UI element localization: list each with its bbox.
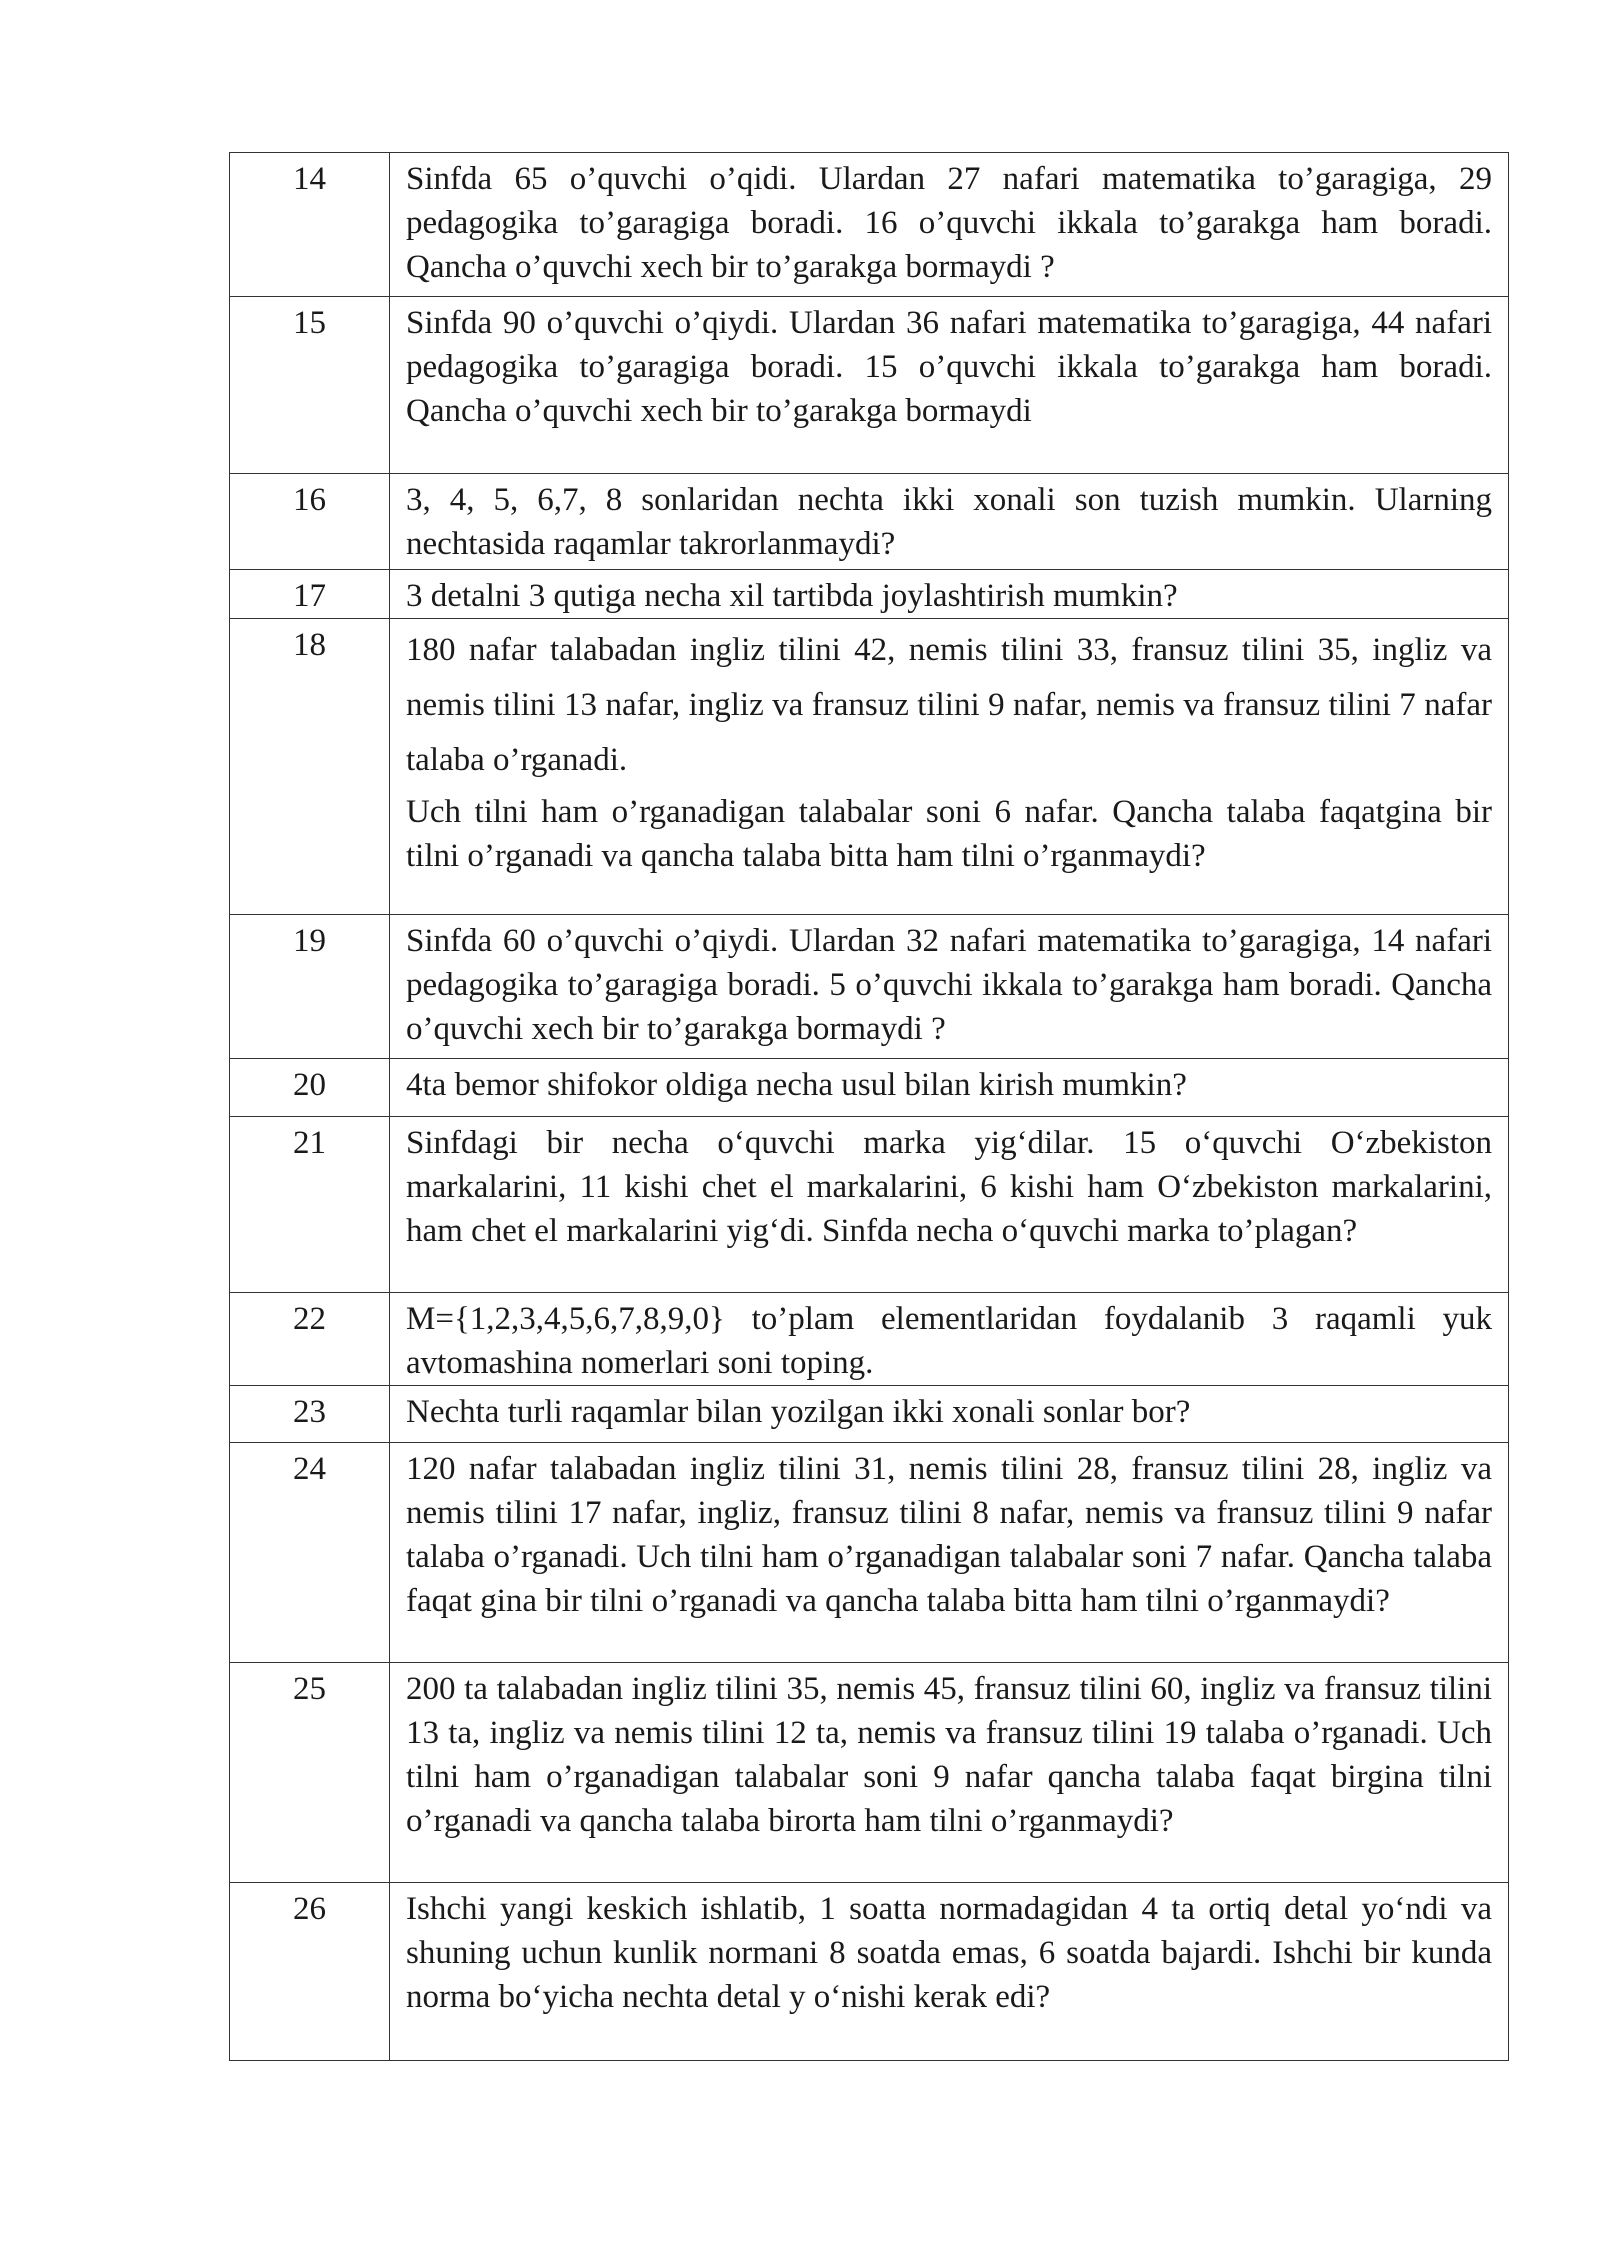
table-row [230,474,1509,570]
table-row [230,570,1509,619]
problem-number: 20 [230,1059,390,1117]
problem-number: 22 [230,1293,390,1386]
problem-text [390,1883,1509,2061]
table-row [230,1117,1509,1293]
problem-paragraph: 120 nafar talabadan ingliz tilini 31, nemis tilini 28, fransuz tilini 28, ingliz va nemis tilini 17 nafar, ingliz, fransuz tilini 8 nafar, nemis va fransuz tilini 9 nafar talaba o’rganadi. Uch tilni ham o’rganadigan talabalar soni 7 nafar. Qancha talaba faqat gina bir tilni o’rganadi va qancha talaba bitta ham tilni o’rganmaydi? [406,1451,1492,1619]
table-row [230,1883,1509,2061]
problem-text [390,474,1509,570]
problem-text [390,1059,1509,1117]
table-row [230,619,1509,915]
problem-text [390,570,1509,619]
problem-number: 18 [230,619,390,915]
table-row [230,1443,1509,1663]
table-row [230,1293,1509,1386]
problem-number: 19 [230,915,390,1059]
problem-paragraph: Sinfda 60 o’quvchi o’qiydi. Ulardan 32 nafari matematika to’garagiga, 14 nafari pedagogika to’garagiga boradi. 5 o’quvchi ikkala to’garakga ham boradi. Qancha o’quvchi xech bir to’garakga bormaydi ? [406,923,1492,1047]
table-row [230,153,1509,297]
problem-number: 21 [230,1117,390,1293]
problem-paragraph: 3 detalni 3 qutiga necha xil tartibda joylashtirish mumkin? [406,578,1178,614]
table-row [230,1386,1509,1443]
problem-number: 15 [230,297,390,474]
problem-text [390,297,1509,474]
problem-text [390,1386,1509,1443]
table-row [230,1663,1509,1883]
problem-text [390,619,1509,915]
problem-paragraph: Ishchi yangi keskich ishlatib, 1 soatta normadagidan 4 ta ortiq detal yo‘ndi va shuning uchun kunlik normani 8 soatda emas, 6 soatda bajardi. Ishchi bir kunda norma bo‘yicha nechta detal y o‘nishi kerak edi? [406,1891,1492,2015]
problem-paragraph: 4ta bemor shifokor oldiga necha usul bilan kirish mumkin? [406,1067,1187,1103]
problems-table [229,152,1509,2061]
problem-text [390,1117,1509,1293]
problem-paragraph: Sinfda 65 o’quvchi o’qidi. Ulardan 27 nafari matematika to’garagiga, 29 pedagogika to’garagiga boradi. 16 o’quvchi ikkala to’garakga ham boradi. Qancha o’quvchi xech bir to’garakga bormaydi ? [406,161,1492,285]
table-row [230,297,1509,474]
problem-paragraph: Sinfdagi bir necha o‘quvchi marka yig‘dilar. 15 o‘quvchi O‘zbekiston markalarini, 11 kishi chet el markalarini, 6 kishi ham O‘zbekiston markalarini, ham chet el markalarini yig‘di. Sinfda necha o‘quvchi marka to’plagan? [406,1125,1492,1249]
problem-text [390,1443,1509,1663]
problem-number: 24 [230,1443,390,1663]
problem-text [390,1293,1509,1386]
problem-text [390,915,1509,1059]
problem-paragraph: 3, 4, 5, 6,7, 8 sonlaridan nechta ikki xonali son tuzish mumkin. Ularning nechtasida raqamlar takrorlanmaydi? [406,482,1492,562]
problem-number: 14 [230,153,390,297]
problem-number: 26 [230,1883,390,2061]
problem-number: 16 [230,474,390,570]
problem-text [390,1663,1509,1883]
problem-number: 17 [230,570,390,619]
problem-paragraph: Uch tilni ham o’rganadigan talabalar soni 6 nafar. Qancha talaba faqatgina bir tilni o’rganadi va qancha talaba bitta ham tilni o’rganmaydi? [406,794,1492,874]
problem-text [390,153,1509,297]
problem-paragraph: Nechta turli raqamlar bilan yozilgan ikki xonali sonlar bor? [406,1394,1191,1430]
problem-paragraph: Sinfda 90 o’quvchi o’qiydi. Ulardan 36 nafari matematika to’garagiga, 44 nafari pedagogika to’garagiga boradi. 15 o’quvchi ikkala to’garakga ham boradi. Qancha o’quvchi xech bir to’garakga bormaydi [406,305,1492,429]
table-row [230,1059,1509,1117]
problem-paragraph: 200 ta talabadan ingliz tilini 35, nemis 45, fransuz tilini 60, ingliz va fransuz tilini 13 ta, ingliz va nemis tilini 12 ta, nemis va fransuz tilini 19 talaba o’rganadi. Uch tilni ham o’rganadigan talabalar soni 9 nafar qancha talaba faqat birgina tilni o’rganadi va qancha talaba birorta ham tilni o’rganmaydi? [406,1671,1492,1839]
problem-number: 25 [230,1663,390,1883]
table-row [230,915,1509,1059]
problem-paragraph: M={1,2,3,4,5,6,7,8,9,0} to’plam elementlaridan foydalanib 3 raqamli yuk avtomashina nomerlari soni toping. [406,1301,1492,1381]
problem-paragraph: 180 nafar talabadan ingliz tilini 42, nemis tilini 33, fransuz tilini 35, ingliz va nemis tilini 13 nafar, ingliz va fransuz tilini 9 nafar, nemis va fransuz tilini 7 nafar talaba o’rganadi. [406,632,1492,778]
problem-number: 23 [230,1386,390,1443]
